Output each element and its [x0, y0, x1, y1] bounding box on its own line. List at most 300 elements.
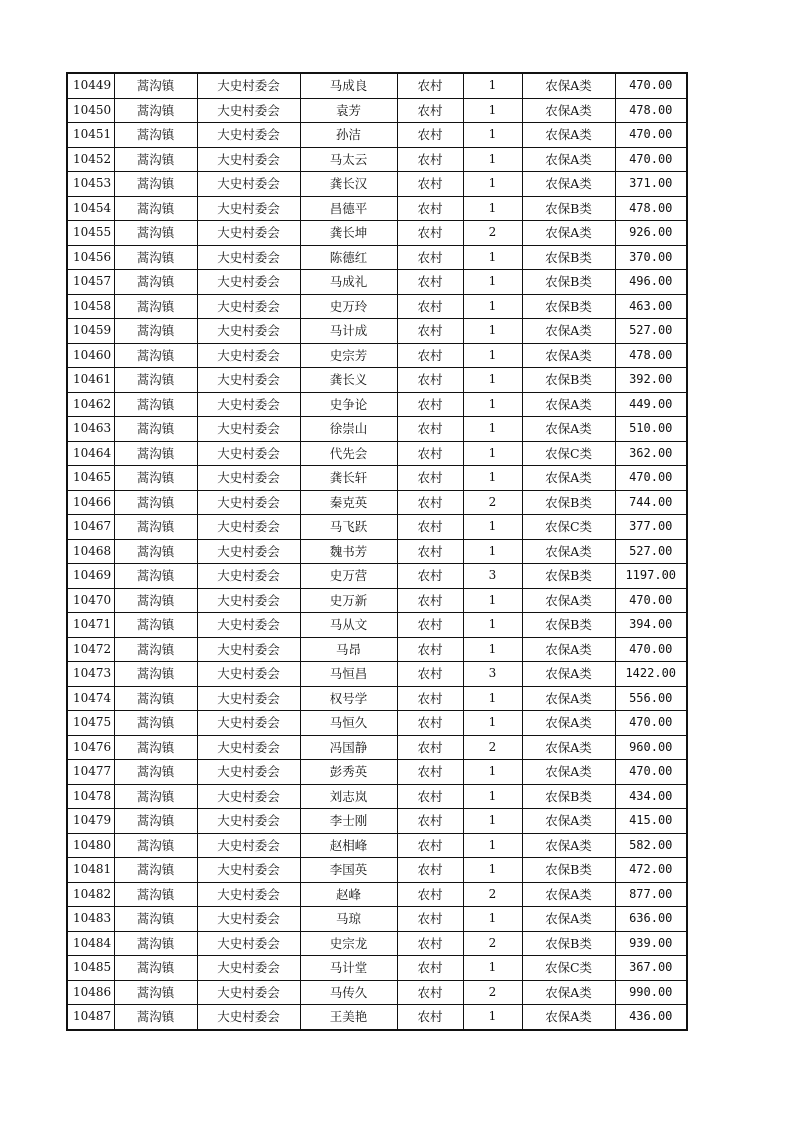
town-cell: 蒿沟镇	[114, 147, 197, 172]
table-row	[67, 294, 687, 319]
amount-cell: 470.00	[615, 73, 687, 98]
row-id-cell: 10456	[67, 245, 114, 270]
table-row	[67, 368, 687, 393]
household-count-cell: 1	[463, 319, 522, 344]
table-row	[67, 172, 687, 197]
village-cell: 大史村委会	[197, 515, 300, 540]
amount-cell: 744.00	[615, 490, 687, 515]
town-cell: 蒿沟镇	[114, 343, 197, 368]
household-count-cell: 2	[463, 882, 522, 907]
row-id-cell: 10478	[67, 784, 114, 809]
insurance-type-cell: 农保A类	[522, 980, 615, 1005]
table-row	[67, 147, 687, 172]
table-row	[67, 882, 687, 907]
table-row	[67, 196, 687, 221]
table-row	[67, 662, 687, 687]
table-row	[67, 956, 687, 981]
area-cell: 农村	[397, 98, 463, 123]
household-count-cell: 3	[463, 564, 522, 589]
row-id-cell: 10486	[67, 980, 114, 1005]
village-cell: 大史村委会	[197, 123, 300, 148]
town-cell: 蒿沟镇	[114, 515, 197, 540]
area-cell: 农村	[397, 882, 463, 907]
row-id-cell: 10483	[67, 907, 114, 932]
town-cell: 蒿沟镇	[114, 196, 197, 221]
amount-cell: 478.00	[615, 196, 687, 221]
household-count-cell: 1	[463, 1005, 522, 1030]
village-cell: 大史村委会	[197, 466, 300, 491]
insurance-type-cell: 农保B类	[522, 270, 615, 295]
village-cell: 大史村委会	[197, 392, 300, 417]
name-cell: 马计成	[300, 319, 397, 344]
table-row	[67, 980, 687, 1005]
name-cell: 马太云	[300, 147, 397, 172]
amount-cell: 392.00	[615, 368, 687, 393]
village-cell: 大史村委会	[197, 907, 300, 932]
town-cell: 蒿沟镇	[114, 588, 197, 613]
village-cell: 大史村委会	[197, 637, 300, 662]
name-cell: 史宗龙	[300, 931, 397, 956]
name-cell: 王美艳	[300, 1005, 397, 1030]
name-cell: 赵相峰	[300, 833, 397, 858]
amount-cell: 582.00	[615, 833, 687, 858]
village-cell: 大史村委会	[197, 564, 300, 589]
amount-cell: 990.00	[615, 980, 687, 1005]
town-cell: 蒿沟镇	[114, 564, 197, 589]
village-cell: 大史村委会	[197, 1005, 300, 1030]
name-cell: 史万玲	[300, 294, 397, 319]
household-count-cell: 1	[463, 784, 522, 809]
town-cell: 蒿沟镇	[114, 123, 197, 148]
row-id-cell: 10460	[67, 343, 114, 368]
area-cell: 农村	[397, 270, 463, 295]
insurance-type-cell: 农保B类	[522, 613, 615, 638]
row-id-cell: 10465	[67, 466, 114, 491]
data-table	[66, 72, 688, 1031]
amount-cell: 1422.00	[615, 662, 687, 687]
village-cell: 大史村委会	[197, 441, 300, 466]
amount-cell: 394.00	[615, 613, 687, 638]
area-cell: 农村	[397, 294, 463, 319]
amount-cell: 434.00	[615, 784, 687, 809]
household-count-cell: 3	[463, 662, 522, 687]
amount-cell: 470.00	[615, 466, 687, 491]
area-cell: 农村	[397, 637, 463, 662]
name-cell: 魏书芳	[300, 539, 397, 564]
village-cell: 大史村委会	[197, 735, 300, 760]
household-count-cell: 1	[463, 441, 522, 466]
town-cell: 蒿沟镇	[114, 98, 197, 123]
household-count-cell: 1	[463, 343, 522, 368]
area-cell: 农村	[397, 956, 463, 981]
area-cell: 农村	[397, 833, 463, 858]
insurance-type-cell: 农保A类	[522, 907, 615, 932]
town-cell: 蒿沟镇	[114, 613, 197, 638]
town-cell: 蒿沟镇	[114, 221, 197, 246]
household-count-cell: 2	[463, 980, 522, 1005]
row-id-cell: 10449	[67, 73, 114, 98]
name-cell: 马恒昌	[300, 662, 397, 687]
insurance-type-cell: 农保A类	[522, 539, 615, 564]
insurance-type-cell: 农保A类	[522, 73, 615, 98]
row-id-cell: 10469	[67, 564, 114, 589]
amount-cell: 470.00	[615, 147, 687, 172]
row-id-cell: 10464	[67, 441, 114, 466]
amount-cell: 371.00	[615, 172, 687, 197]
name-cell: 马成良	[300, 73, 397, 98]
household-count-cell: 1	[463, 833, 522, 858]
household-count-cell: 1	[463, 147, 522, 172]
amount-cell: 367.00	[615, 956, 687, 981]
insurance-type-cell: 农保A类	[522, 343, 615, 368]
town-cell: 蒿沟镇	[114, 441, 197, 466]
area-cell: 农村	[397, 73, 463, 98]
name-cell: 马飞跃	[300, 515, 397, 540]
village-cell: 大史村委会	[197, 711, 300, 736]
area-cell: 农村	[397, 147, 463, 172]
town-cell: 蒿沟镇	[114, 637, 197, 662]
area-cell: 农村	[397, 392, 463, 417]
village-cell: 大史村委会	[197, 270, 300, 295]
name-cell: 李国英	[300, 858, 397, 883]
town-cell: 蒿沟镇	[114, 711, 197, 736]
household-count-cell: 1	[463, 588, 522, 613]
village-cell: 大史村委会	[197, 760, 300, 785]
table-row	[67, 1005, 687, 1030]
name-cell: 昌德平	[300, 196, 397, 221]
household-count-cell: 1	[463, 613, 522, 638]
amount-cell: 939.00	[615, 931, 687, 956]
amount-cell: 472.00	[615, 858, 687, 883]
household-count-cell: 1	[463, 686, 522, 711]
amount-cell: 478.00	[615, 98, 687, 123]
table-row	[67, 735, 687, 760]
household-count-cell: 1	[463, 956, 522, 981]
area-cell: 农村	[397, 613, 463, 638]
name-cell: 马昂	[300, 637, 397, 662]
name-cell: 马传久	[300, 980, 397, 1005]
insurance-type-cell: 农保B类	[522, 784, 615, 809]
area-cell: 农村	[397, 368, 463, 393]
insurance-type-cell: 农保B类	[522, 368, 615, 393]
village-cell: 大史村委会	[197, 98, 300, 123]
amount-cell: 556.00	[615, 686, 687, 711]
insurance-type-cell: 农保C类	[522, 441, 615, 466]
area-cell: 农村	[397, 662, 463, 687]
amount-cell: 478.00	[615, 343, 687, 368]
area-cell: 农村	[397, 907, 463, 932]
village-cell: 大史村委会	[197, 809, 300, 834]
insurance-type-cell: 农保A类	[522, 809, 615, 834]
amount-cell: 636.00	[615, 907, 687, 932]
row-id-cell: 10482	[67, 882, 114, 907]
area-cell: 农村	[397, 735, 463, 760]
household-count-cell: 1	[463, 858, 522, 883]
town-cell: 蒿沟镇	[114, 931, 197, 956]
name-cell: 徐崇山	[300, 417, 397, 442]
table-row	[67, 73, 687, 98]
amount-cell: 960.00	[615, 735, 687, 760]
area-cell: 农村	[397, 490, 463, 515]
insurance-type-cell: 农保A类	[522, 686, 615, 711]
row-id-cell: 10476	[67, 735, 114, 760]
village-cell: 大史村委会	[197, 417, 300, 442]
town-cell: 蒿沟镇	[114, 539, 197, 564]
insurance-type-cell: 农保A类	[522, 98, 615, 123]
table-row	[67, 907, 687, 932]
name-cell: 秦克英	[300, 490, 397, 515]
area-cell: 农村	[397, 564, 463, 589]
table-row	[67, 809, 687, 834]
area-cell: 农村	[397, 196, 463, 221]
town-cell: 蒿沟镇	[114, 686, 197, 711]
name-cell: 陈德红	[300, 245, 397, 270]
row-id-cell: 10453	[67, 172, 114, 197]
village-cell: 大史村委会	[197, 662, 300, 687]
insurance-type-cell: 农保B类	[522, 245, 615, 270]
area-cell: 农村	[397, 588, 463, 613]
household-count-cell: 1	[463, 515, 522, 540]
amount-cell: 926.00	[615, 221, 687, 246]
name-cell: 史争论	[300, 392, 397, 417]
household-count-cell: 1	[463, 98, 522, 123]
village-cell: 大史村委会	[197, 245, 300, 270]
town-cell: 蒿沟镇	[114, 466, 197, 491]
village-cell: 大史村委会	[197, 784, 300, 809]
insurance-type-cell: 农保B类	[522, 564, 615, 589]
village-cell: 大史村委会	[197, 147, 300, 172]
amount-cell: 377.00	[615, 515, 687, 540]
table-row	[67, 490, 687, 515]
insurance-type-cell: 农保B类	[522, 490, 615, 515]
town-cell: 蒿沟镇	[114, 760, 197, 785]
town-cell: 蒿沟镇	[114, 882, 197, 907]
row-id-cell: 10475	[67, 711, 114, 736]
table-row	[67, 441, 687, 466]
amount-cell: 463.00	[615, 294, 687, 319]
area-cell: 农村	[397, 858, 463, 883]
insurance-type-cell: 农保A类	[522, 466, 615, 491]
name-cell: 龚长轩	[300, 466, 397, 491]
household-count-cell: 1	[463, 392, 522, 417]
amount-cell: 470.00	[615, 123, 687, 148]
name-cell: 袁芳	[300, 98, 397, 123]
village-cell: 大史村委会	[197, 833, 300, 858]
area-cell: 农村	[397, 466, 463, 491]
row-id-cell: 10479	[67, 809, 114, 834]
village-cell: 大史村委会	[197, 490, 300, 515]
household-count-cell: 1	[463, 368, 522, 393]
town-cell: 蒿沟镇	[114, 172, 197, 197]
household-count-cell: 1	[463, 172, 522, 197]
insurance-type-cell: 农保B类	[522, 931, 615, 956]
town-cell: 蒿沟镇	[114, 73, 197, 98]
row-id-cell: 10480	[67, 833, 114, 858]
row-id-cell: 10458	[67, 294, 114, 319]
name-cell: 马恒久	[300, 711, 397, 736]
household-count-cell: 1	[463, 907, 522, 932]
amount-cell: 877.00	[615, 882, 687, 907]
household-count-cell: 1	[463, 245, 522, 270]
row-id-cell: 10451	[67, 123, 114, 148]
household-count-cell: 1	[463, 294, 522, 319]
table-row	[67, 686, 687, 711]
area-cell: 农村	[397, 343, 463, 368]
table-row	[67, 833, 687, 858]
town-cell: 蒿沟镇	[114, 662, 197, 687]
row-id-cell: 10481	[67, 858, 114, 883]
amount-cell: 1197.00	[615, 564, 687, 589]
name-cell: 龚长汉	[300, 172, 397, 197]
table-row	[67, 417, 687, 442]
insurance-type-cell: 农保A类	[522, 1005, 615, 1030]
insurance-type-cell: 农保B类	[522, 294, 615, 319]
amount-cell: 510.00	[615, 417, 687, 442]
household-count-cell: 1	[463, 270, 522, 295]
area-cell: 农村	[397, 686, 463, 711]
insurance-type-cell: 农保B类	[522, 858, 615, 883]
name-cell: 史宗芳	[300, 343, 397, 368]
table-row	[67, 760, 687, 785]
name-cell: 赵峰	[300, 882, 397, 907]
area-cell: 农村	[397, 221, 463, 246]
insurance-type-cell: 农保A类	[522, 172, 615, 197]
name-cell: 龚长义	[300, 368, 397, 393]
household-count-cell: 2	[463, 490, 522, 515]
household-count-cell: 2	[463, 221, 522, 246]
amount-cell: 362.00	[615, 441, 687, 466]
household-count-cell: 1	[463, 123, 522, 148]
table-row	[67, 613, 687, 638]
table-row	[67, 123, 687, 148]
town-cell: 蒿沟镇	[114, 956, 197, 981]
row-id-cell: 10452	[67, 147, 114, 172]
town-cell: 蒿沟镇	[114, 1005, 197, 1030]
household-count-cell: 1	[463, 539, 522, 564]
table-row	[67, 98, 687, 123]
town-cell: 蒿沟镇	[114, 417, 197, 442]
insurance-type-cell: 农保A类	[522, 711, 615, 736]
area-cell: 农村	[397, 1005, 463, 1030]
row-id-cell: 10467	[67, 515, 114, 540]
village-cell: 大史村委会	[197, 931, 300, 956]
table-row	[67, 539, 687, 564]
row-id-cell: 10463	[67, 417, 114, 442]
insurance-type-cell: 农保A类	[522, 392, 615, 417]
amount-cell: 370.00	[615, 245, 687, 270]
row-id-cell: 10470	[67, 588, 114, 613]
insurance-type-cell: 农保A类	[522, 147, 615, 172]
table-row	[67, 466, 687, 491]
table-row	[67, 221, 687, 246]
household-count-cell: 2	[463, 735, 522, 760]
town-cell: 蒿沟镇	[114, 980, 197, 1005]
row-id-cell: 10474	[67, 686, 114, 711]
row-id-cell: 10455	[67, 221, 114, 246]
insurance-type-cell: 农保A类	[522, 319, 615, 344]
village-cell: 大史村委会	[197, 858, 300, 883]
name-cell: 马从文	[300, 613, 397, 638]
area-cell: 农村	[397, 711, 463, 736]
amount-cell: 436.00	[615, 1005, 687, 1030]
town-cell: 蒿沟镇	[114, 833, 197, 858]
town-cell: 蒿沟镇	[114, 490, 197, 515]
table-row	[67, 637, 687, 662]
name-cell: 史万营	[300, 564, 397, 589]
name-cell: 孙洁	[300, 123, 397, 148]
row-id-cell: 10484	[67, 931, 114, 956]
insurance-type-cell: 农保C类	[522, 956, 615, 981]
village-cell: 大史村委会	[197, 294, 300, 319]
name-cell: 马计堂	[300, 956, 397, 981]
amount-cell: 470.00	[615, 760, 687, 785]
town-cell: 蒿沟镇	[114, 809, 197, 834]
table-row	[67, 564, 687, 589]
area-cell: 农村	[397, 784, 463, 809]
table-row	[67, 931, 687, 956]
table-row	[67, 711, 687, 736]
insurance-type-cell: 农保B类	[522, 196, 615, 221]
village-cell: 大史村委会	[197, 221, 300, 246]
row-id-cell: 10487	[67, 1005, 114, 1030]
household-count-cell: 1	[463, 637, 522, 662]
insurance-type-cell: 农保A类	[522, 760, 615, 785]
insurance-type-cell: 农保A类	[522, 637, 615, 662]
household-count-cell: 1	[463, 809, 522, 834]
town-cell: 蒿沟镇	[114, 270, 197, 295]
amount-cell: 496.00	[615, 270, 687, 295]
town-cell: 蒿沟镇	[114, 368, 197, 393]
amount-cell: 527.00	[615, 539, 687, 564]
town-cell: 蒿沟镇	[114, 858, 197, 883]
insurance-type-cell: 农保C类	[522, 515, 615, 540]
household-count-cell: 1	[463, 711, 522, 736]
name-cell: 马成礼	[300, 270, 397, 295]
insurance-type-cell: 农保A类	[522, 123, 615, 148]
area-cell: 农村	[397, 245, 463, 270]
table-row	[67, 270, 687, 295]
town-cell: 蒿沟镇	[114, 907, 197, 932]
row-id-cell: 10461	[67, 368, 114, 393]
amount-cell: 470.00	[615, 711, 687, 736]
table-row	[67, 245, 687, 270]
name-cell: 冯国静	[300, 735, 397, 760]
household-count-cell: 1	[463, 466, 522, 491]
row-id-cell: 10473	[67, 662, 114, 687]
town-cell: 蒿沟镇	[114, 245, 197, 270]
row-id-cell: 10454	[67, 196, 114, 221]
row-id-cell: 10468	[67, 539, 114, 564]
row-id-cell: 10457	[67, 270, 114, 295]
village-cell: 大史村委会	[197, 343, 300, 368]
village-cell: 大史村委会	[197, 368, 300, 393]
household-count-cell: 2	[463, 931, 522, 956]
row-id-cell: 10466	[67, 490, 114, 515]
row-id-cell: 10459	[67, 319, 114, 344]
household-count-cell: 1	[463, 417, 522, 442]
village-cell: 大史村委会	[197, 956, 300, 981]
village-cell: 大史村委会	[197, 319, 300, 344]
table-row	[67, 343, 687, 368]
town-cell: 蒿沟镇	[114, 319, 197, 344]
row-id-cell: 10472	[67, 637, 114, 662]
village-cell: 大史村委会	[197, 686, 300, 711]
name-cell: 马琼	[300, 907, 397, 932]
town-cell: 蒿沟镇	[114, 784, 197, 809]
row-id-cell: 10450	[67, 98, 114, 123]
amount-cell: 415.00	[615, 809, 687, 834]
table-row	[67, 588, 687, 613]
